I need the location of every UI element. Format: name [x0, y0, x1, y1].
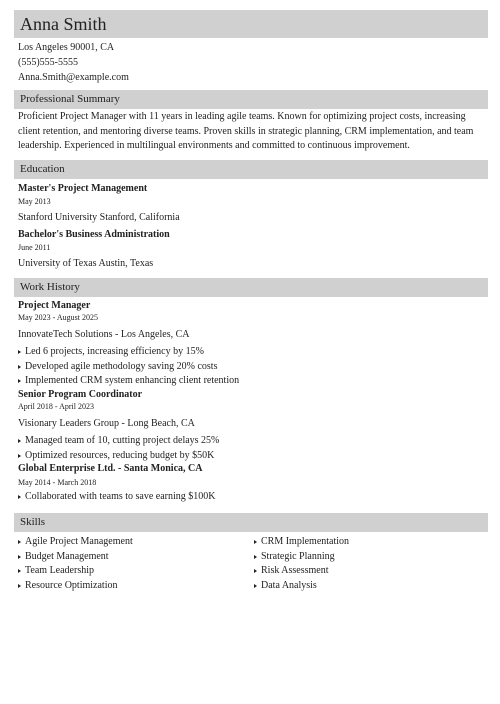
- job-bullets: [18, 434, 480, 463]
- degree-title: Bachelor's Business Administration: [18, 229, 170, 240]
- skills-heading: Skills: [14, 513, 488, 532]
- skills-left-column: [18, 535, 238, 593]
- job-company: InnovateTech Solutions - Los Angeles, CA: [18, 329, 190, 340]
- job-dates: May 2014 - March 2018: [18, 478, 97, 487]
- job-company: Visionary Leaders Group - Long Beach, CA: [18, 418, 195, 429]
- skills-right-column: [254, 535, 474, 593]
- summary-heading: Professional Summary: [14, 90, 488, 109]
- skill-item: Strategic Planning: [254, 550, 474, 565]
- job-dates: April 2018 - April 2023: [18, 402, 94, 411]
- job-dates: May 2023 - August 2025: [18, 313, 98, 322]
- job-entry: [18, 299, 480, 389]
- education-entry: [18, 181, 480, 228]
- skill-item: Data Analysis: [254, 579, 474, 594]
- job-title: Senior Program Coordinator: [18, 389, 143, 400]
- degree-date: June 2011: [18, 243, 51, 252]
- job-bullet: Implemented CRM system enhancing client retention: [18, 374, 480, 389]
- job-entry: [18, 462, 480, 505]
- job-bullets: [18, 490, 480, 505]
- skill-item: Budget Management: [18, 550, 238, 565]
- job-bullet: Optimized resources, reducing budget by $50K: [18, 449, 480, 464]
- degree-date: May 2013: [18, 197, 51, 206]
- skill-item: Team Leadership: [18, 564, 238, 579]
- job-title: Global Enterprise Ltd. - Santa Monica, CA: [18, 463, 203, 474]
- education-heading: Education: [14, 160, 488, 179]
- summary-text: Proficient Project Manager with 11 years in leading agile teams. Known for optimizing project costs, increasing client retention, and mentoring diverse teams. Proven skills in strategic planning, CRM implementation, and team leadership. Experienced in multilingual environments and committed to continuous improvement.: [18, 111, 474, 151]
- job-bullet: Managed team of 10, cutting project delays 25%: [18, 434, 480, 449]
- job-bullets: [18, 345, 480, 389]
- job-entry: [18, 388, 480, 463]
- skill-item: Risk Assessment: [254, 564, 474, 579]
- candidate-name: Anna Smith: [14, 10, 488, 38]
- job-title: Project Manager: [18, 300, 91, 311]
- skill-item: Agile Project Management: [18, 535, 238, 550]
- education-entry: [18, 227, 480, 274]
- degree-title: Master's Project Management: [18, 183, 148, 194]
- contact-info: [18, 40, 129, 85]
- contact-email: Anna.Smith@example.com: [18, 72, 129, 83]
- job-bullet: Developed agile methodology saving 20% costs: [18, 360, 480, 375]
- school-name: University of Texas Austin, Texas: [18, 258, 154, 269]
- contact-phone: (555)555-5555: [18, 57, 78, 68]
- work-heading: Work History: [14, 278, 488, 297]
- skill-item: Resource Optimization: [18, 579, 238, 594]
- contact-city: Los Angeles 90001, CA: [18, 42, 115, 53]
- school-name: Stanford University Stanford, California: [18, 212, 180, 223]
- skill-item: CRM Implementation: [254, 535, 474, 550]
- job-bullet: Led 6 projects, increasing efficiency by 15%: [18, 345, 480, 360]
- job-bullet: Collaborated with teams to save earning $100K: [18, 490, 480, 505]
